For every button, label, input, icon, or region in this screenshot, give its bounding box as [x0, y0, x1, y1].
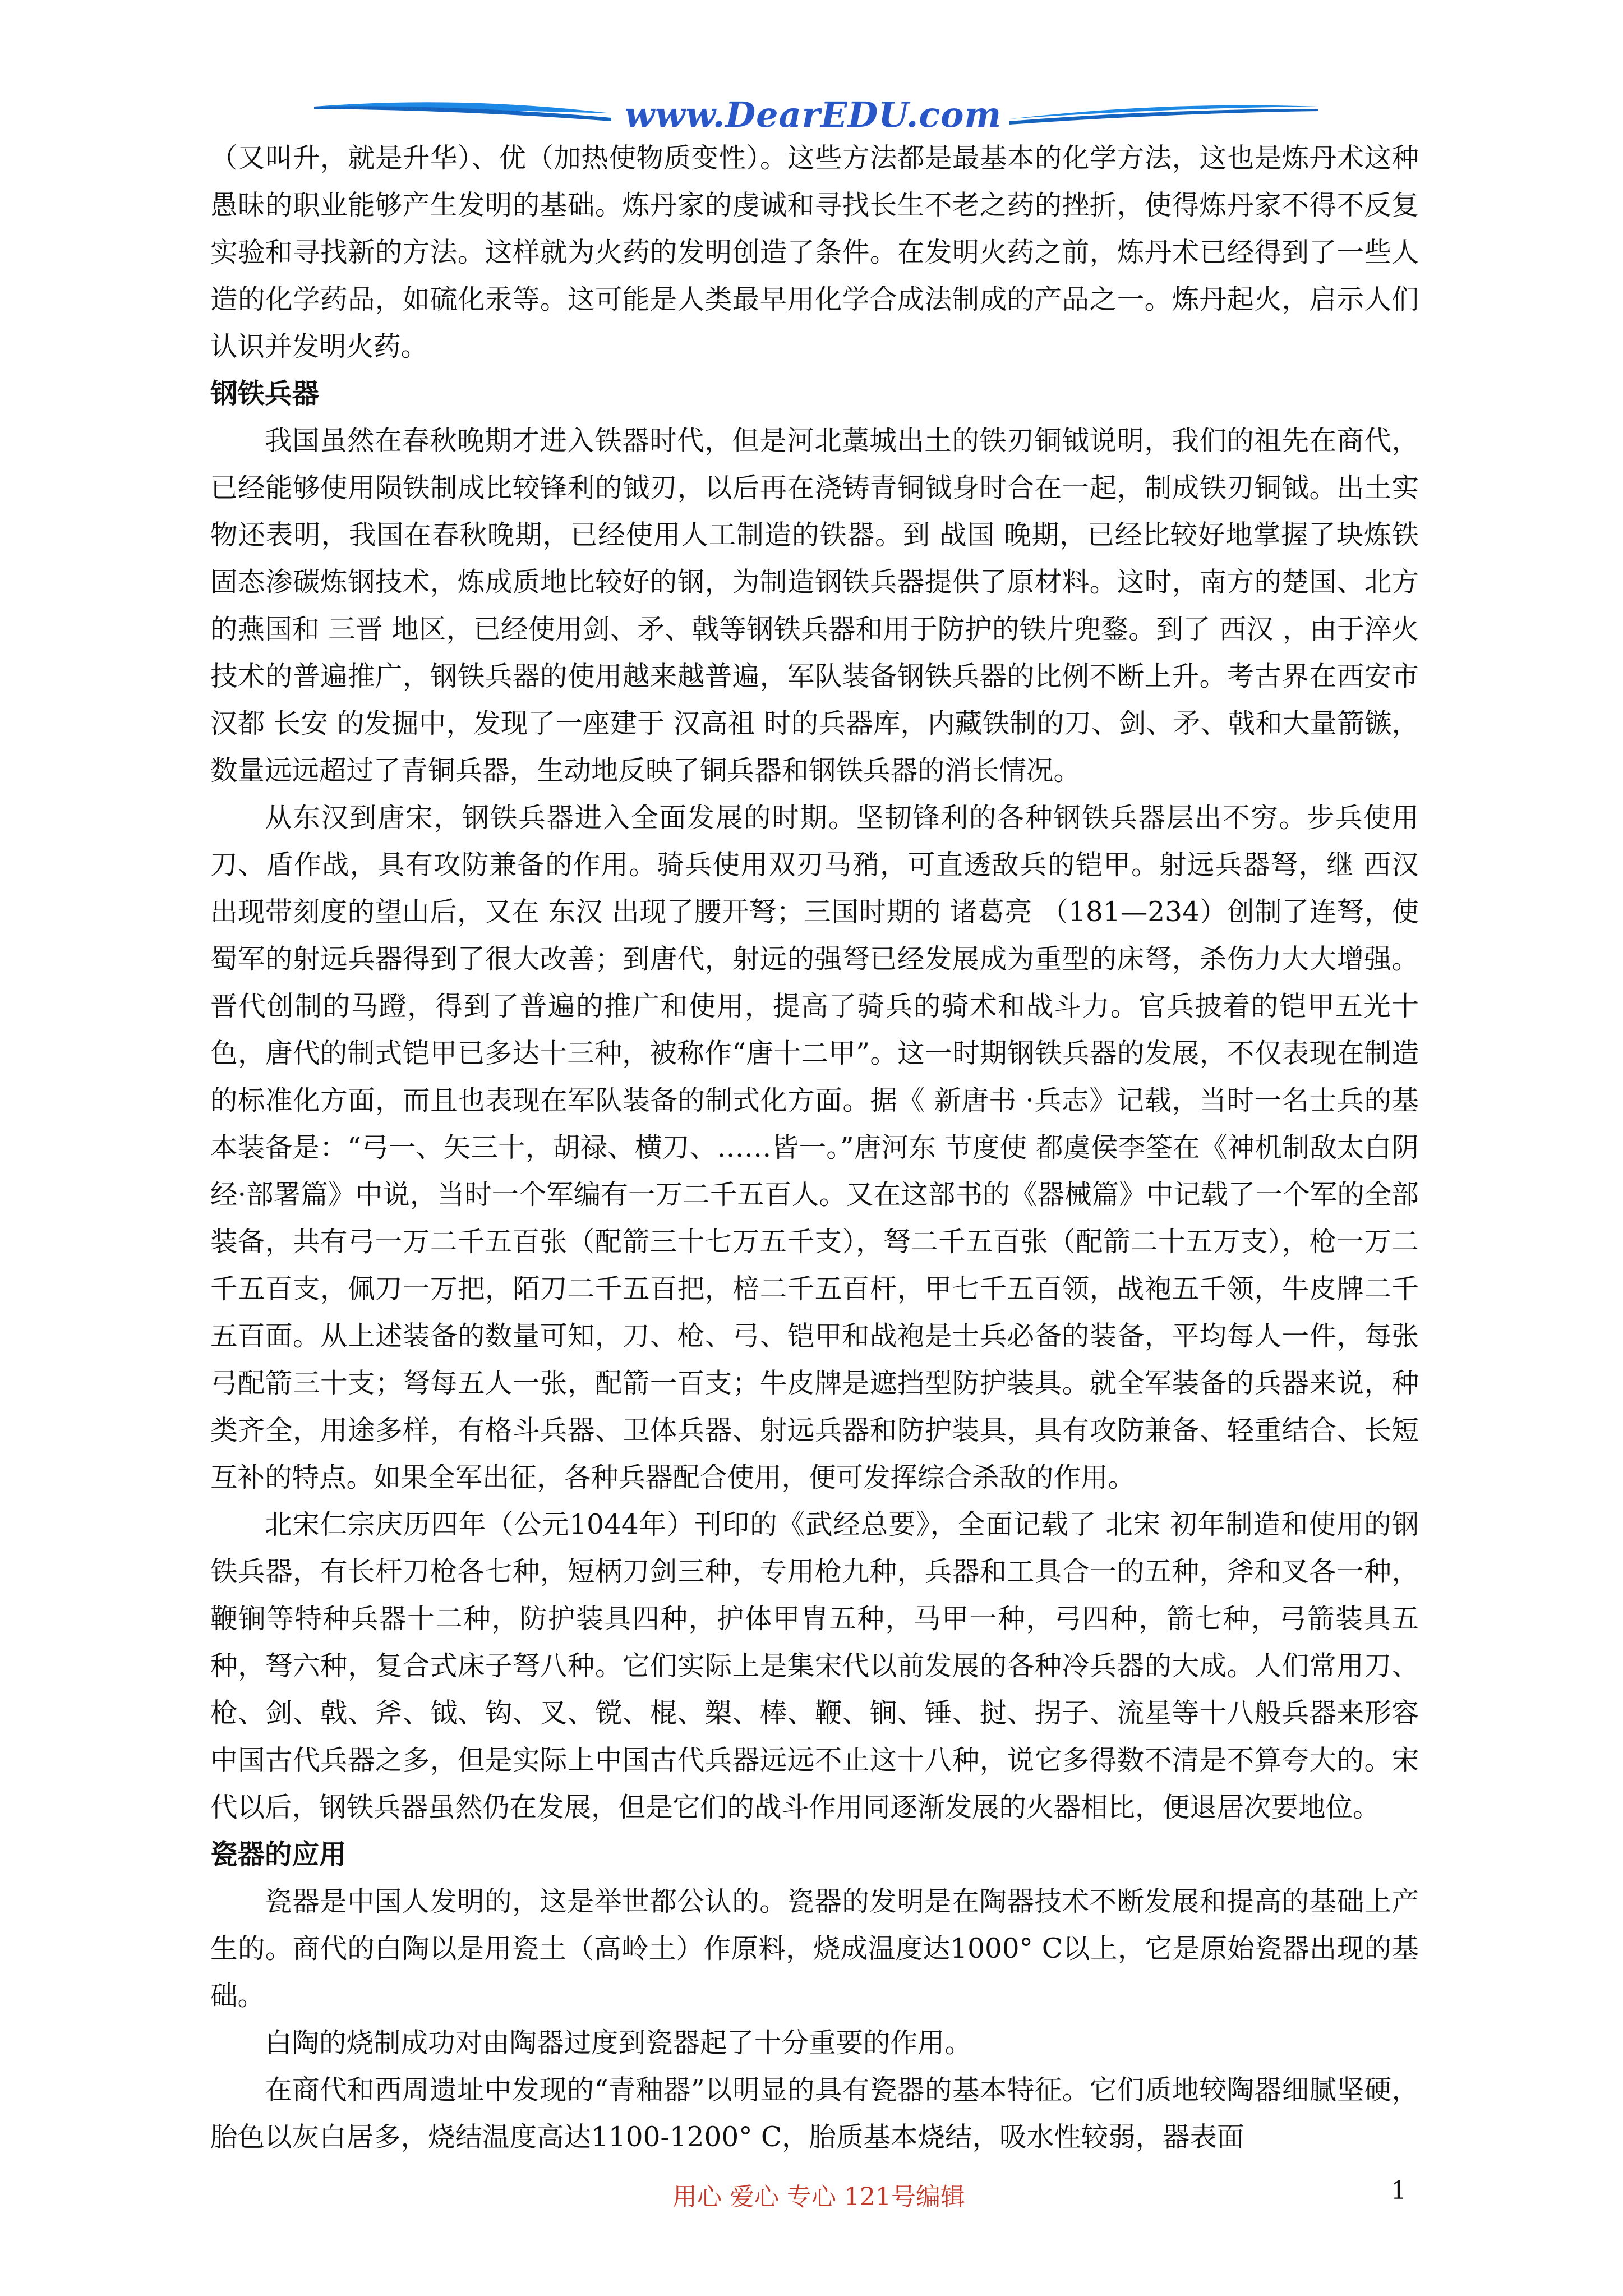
page-number: 1: [1391, 2177, 1407, 2205]
body-paragraph: 白陶的烧制成功对由陶器过度到瓷器起了十分重要的作用。: [265, 2027, 972, 2059]
body-paragraph: 瓷器是中国人发明的，这是举世都公认的。瓷器的发明是在陶器技术不断发展和提高的基础上产生的。商代的白陶以是用瓷土（高岭土）作原料，烧成温度达1000° C以上，它是原始瓷器出现的基础。: [210, 1886, 1419, 2012]
body-paragraph: （又叫升，就是升华）、优（加热使物质变性）。这些方法都是最基本的化学方法，这也是炼丹术这种愚昧的职业能够产生发明的基础。炼丹家的虔诚和寻找长生不老之药的挫折，使得炼丹家不得不反复实验和寻找新的方法。这样就为火药的发明创造了条件。在发明火药之前，炼丹术已经得到了一些人造的化学药品，如硫化汞等。这可能是人类最早用化学合成法制成的产品之一。炼丹起火，启示人们认识并发明火药。: [210, 142, 1419, 362]
section-heading: 钢铁兵器: [210, 378, 320, 409]
body-paragraph: 在商代和西周遗址中发现的“青釉器”以明显的具有瓷器的基本特征。它们质地较陶器细腻坚硬，胎色以灰白居多，烧结温度高达1100-1200° C，胎质基本烧结，吸水性较弱，器表面: [210, 2074, 1419, 2153]
document-body: [210, 135, 1419, 2161]
body-paragraph: 我国虽然在春秋晚期才进入铁器时代，但是河北藁城出土的铁刃铜钺说明，我们的祖先在商代，已经能够使用陨铁制成比较锋利的钺刃，以后再在浇铸青铜钺身时合在一起，制成铁刃铜钺。出土实物还表明，我国在春秋晚期，已经使用人工制造的铁器。到 战国 晚期，已经比较好地掌握了块炼铁固态渗碳炼钢技术，炼成质地比较好的钢，为制造钢铁兵器提供了原材料。这时，南方的楚国、北方的燕国和 三晋 地区，已经使用剑、矛、戟等钢铁兵器和用于防护的铁片兜鍪。到了 西汉 ，由于淬火技术的普遍推广，钢铁兵器的使用越来越普遍，军队装备钢铁兵器的比例不断上升。考古界在西安市汉都 长安 的发掘中，发现了一座建于 汉高祖 时的兵器库，内藏铁制的刀、剑、矛、戟和大量箭镞，数量远远超过了青铜兵器，生动地反映了铜兵器和钢铁兵器的消长情况。: [210, 425, 1419, 786]
footer-editor-note: 用心 爱心 专心 121号编辑: [672, 2183, 965, 2211]
site-logo-text: www.DearEDU.com: [624, 94, 1002, 135]
section-heading: 瓷器的应用: [210, 1838, 347, 1870]
body-paragraph: 北宋仁宗庆历四年（公元1044年）刊印的《武经总要》，全面记载了 北宋 初年制造和使用的钢铁兵器，有长杆刀枪各七种，短柄刀剑三种，专用枪九种，兵器和工具合一的五种，斧和叉各一种，鞭锏等特种兵器十二种，防护装具四种，护体甲胄五种，马甲一种，弓四种，箭七种，弓箭装具五种，弩六种，复合式床子弩八种。它们实际上是集宋代以前发展的各种冷兵器的大成。人们常用刀、枪、剑、戟、斧、钺、钩、叉、镋、棍、槊、棒、鞭、锏、锤、挝、拐子、流星等十八般兵器来形容中国古代兵器之多，但是实际上中国古代兵器远远不止这十八种，说它多得数不清是不算夸大的。宋代以后，钢铁兵器虽然仍在发展，但是它们的战斗作用同逐渐发展的火器相比，便退居次要地位。: [210, 1509, 1419, 1823]
body-paragraph: 从东汉到唐宋，钢铁兵器进入全面发展的时期。坚韧锋利的各种钢铁兵器层出不穷。步兵使用刀、盾作战，具有攻防兼备的作用。骑兵使用双刃马矟，可直透敌兵的铠甲。射远兵器弩，继 西汉 出现带刻度的望山后，又在 东汉 出现了腰开弩；三国时期的 诸葛亮 （181—234）创制了连弩，使蜀军的射远兵器得到了很大改善；到唐代，射远的强弩已经发展成为重型的床弩，杀伤力大大增强。晋代创制的马蹬，得到了普遍的推广和使用，提高了骑兵的骑术和战斗力。官兵披着的铠甲五光十色，唐代的制式铠甲已多达十三种，被称作“唐十二甲”。这一时期钢铁兵器的发展，不仅表现在制造的标准化方面，而且也表现在军队装备的制式化方面。据《 新唐书 ·兵志》记载，当时一名士兵的基本装备是：“弓一、矢三十，胡禄、横刀、……皆一。”唐河东 节度使 都虞侯李筌在《神机制敌太白阴经·部署篇》中说，当时一个军编有一万二千五百人。又在这部书的《器械篇》中记载了一个军的全部装备，共有弓一万二千五百张（配箭三十七万五千支），弩二千五百张（配箭二十五万支），枪一万二千五百支，佩刀一万把，陌刀二千五百把，棓二千五百杆，甲七千五百领，战袍五千领，牛皮牌二千五百面。从上述装备的数量可知，刀、枪、弓、铠甲和战袍是士兵必备的装备，平均每人一件，每张弓配箭三十支；弩每五人一张，配箭一百支；牛皮牌是遮挡型防护装具。就全军装备的兵器来说，种类齐全，用途多样，有格斗兵器、卫体兵器、射远兵器和防护装具，具有攻防兼备、轻重结合、长短互补的特点。如果全军出征，各种兵器配合使用，便可发挥综合杀敌的作用。: [210, 802, 1419, 1493]
page-footer: [0, 2177, 1623, 2221]
